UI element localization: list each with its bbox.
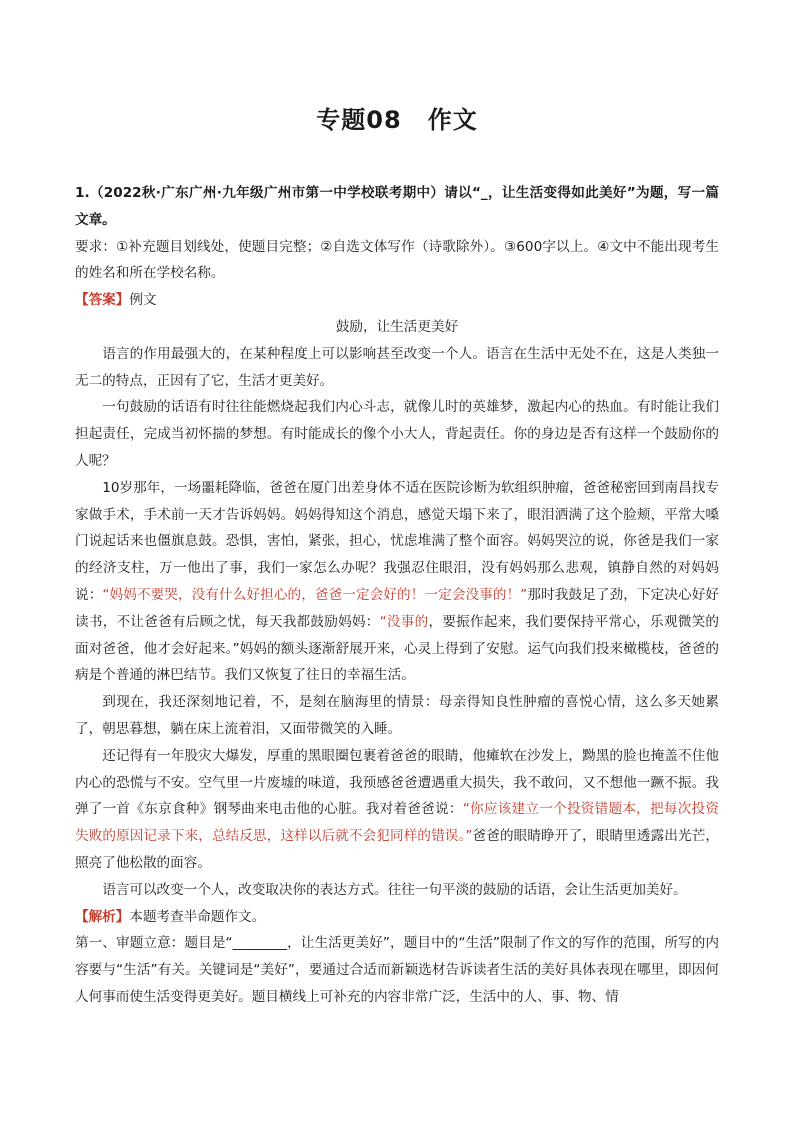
essay-paragraph-3-part-c: ，要振作起来，我们要保持平常心，乐观微笑的面对爸爸，他才会好起来。”妈妈的额头逐渐舒展开来，心灵上得到了安慰。运气向我们投来橄榄枝，爸爸的病是个普通的淋巴结节。我们又恢复了往日的幸福生活。 bbox=[75, 613, 720, 684]
page-title bbox=[0, 100, 794, 135]
analysis-paragraph: 第一、审题立意：题目是“________，让生活更美好”，题目中的“生活”限制了作文的写作的范围，所写的内容要与“生活”有关。关键词是“美好”，要通过合适而新颖选材告诉读者生活的美好具体表现在哪里，即因何人何事而使生活变得更美好。题目横线上可补充的内容非常广泛，生活中的人、事、物、情 bbox=[75, 935, 719, 1005]
analysis-intro: 本题考查半命题作文。 bbox=[129, 908, 266, 925]
essay-paragraph-3 bbox=[75, 475, 719, 689]
answer-label: 例文 bbox=[129, 292, 157, 309]
essay-paragraph-5-part-b: 爸爸的眼睛睁开了，眼睛里透露出光芒，照亮了他松散的面容。 bbox=[75, 828, 719, 871]
page-title-subject: 作文 bbox=[427, 106, 478, 134]
essay-paragraph-5 bbox=[75, 743, 719, 877]
essay-paragraph-2: 一句鼓励的话语有时往往能燃烧起我们内心斗志，就像儿时的英雄梦，激起内心的热血。有时能让我们担起责任，完成当初怀揣的梦想。有时能成长的像个小大人，背起责任。你的身边是否有这样一个鼓励你的人呢？ bbox=[75, 399, 719, 469]
essay-title: 鼓励，让生活更美好 bbox=[335, 318, 459, 335]
answer-tag: 【答案】 bbox=[75, 292, 130, 309]
question-text: 1.（2022秋·广东广州·九年级广州市第一中学校联考期中）请以“_，让生活变得如此美好”为题，写一篇文章。 bbox=[75, 185, 719, 228]
essay-paragraph-5-part-a: 还记得有一年股灾大爆发，厚重的黑眼圈包裹着爸爸的眼睛，他瘫软在沙发上，黝黑的脸也掩盖不住他内心的恐慌与不安。空气里一片废墟的味道，我预感爸爸遭遇重大损失，我不敢问，又不想他一蹶不振。我弹了一首《东京食种》钢琴曲来电击他的心脏。我对着爸爸说： bbox=[75, 747, 719, 818]
analysis-heading bbox=[75, 904, 719, 931]
analysis-tag: 【解析】 bbox=[75, 908, 130, 925]
essay-quote-3: “你应该建立一个投资错题本，把每次投资失败的原因记录下来，总结反思，这样以后就不会犯同样的错误。” bbox=[75, 801, 720, 845]
essay-paragraph-3-part-a: 10岁那年，一场噩耗降临，爸爸在厦门出差身体不适在医院诊断为软组织肿瘤，爸爸秘密回到南昌找专家做手术，手术前一天才告诉妈妈。妈妈得知这个消息，感觉天塌下来了，眼泪洒满了这个脸颊，平常大嗓门说起话来也僵旗息鼓。恐惧，害怕，紧张，担心，忧虑堆满了整个面容。妈妈哭泣的说，你爸是我们一家的经济支柱，万一他出了事，我们一家怎么办呢？我强忍住眼泪，没有妈妈那么悲观，镇静自然的对妈妈说： bbox=[75, 479, 719, 603]
document-body bbox=[75, 180, 719, 1011]
essay-quote-1: “妈妈不要哭，没有什么好担心的，爸爸一定会好的！一定会没事的！” bbox=[102, 586, 528, 603]
essay-paragraph-1: 语言的作用最强大的，在某种程度上可以影响甚至改变一个人。语言在生活中无处不在，这是人类独一无二的特点，正因有了它，生活才更美好。 bbox=[75, 345, 719, 389]
essay-paragraph-3-part-b: 那时我鼓足了劲，下定决心好好读书，不让爸爸有后顾之忧，每天我都鼓励妈妈： bbox=[75, 586, 720, 630]
answer-heading bbox=[75, 287, 719, 314]
essay-paragraph-6: 语言可以改变一个人，改变取决你的表达方式。往往一句平淡的鼓励的话语，会让生活更加美好。 bbox=[102, 881, 687, 898]
essay-quote-2: “没事的 bbox=[379, 613, 429, 630]
question-requirements: 要求：①补充题目划线处，使题目完整；②自选文体写作（诗歌除外）。③600字以上。④文中不能出现考生的姓名和所在学校名称。 bbox=[75, 238, 719, 282]
essay-paragraph-4: 到现在，我还深刻地记着，不，是刻在脑海里的情景：母亲得知良性肿瘤的喜悦心情，这么多天她累了，朝思暮想，躺在床上流着泪，又面带微笑的入睡。 bbox=[75, 694, 719, 737]
page-title-topic: 专题08 bbox=[316, 106, 402, 134]
